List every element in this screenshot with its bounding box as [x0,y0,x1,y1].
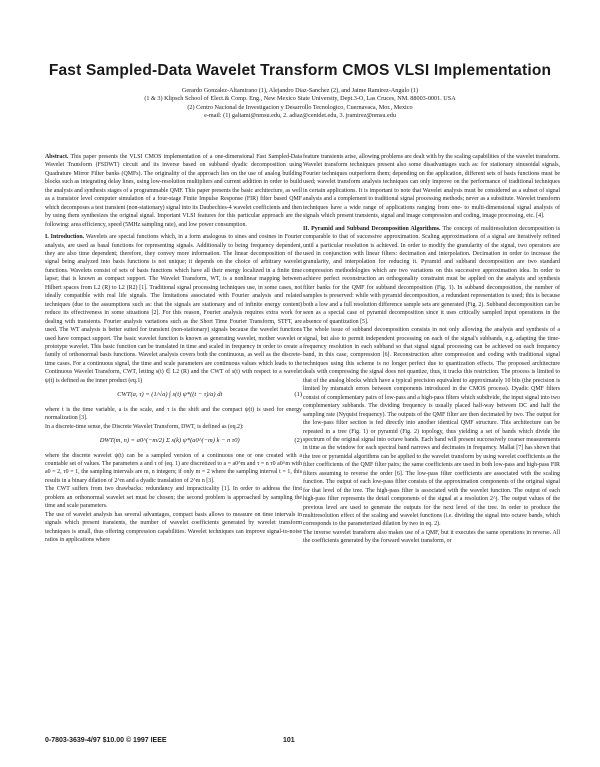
abstract-label: Abstract. [45,154,69,160]
section-2-text-1: The concept of multiresolution decomposition is comparable to that of successive approximation. Scaling approximations of a signal are iteratively refined until a particular resolution is achieved. In order to modify the granularity of the signal, two operators are used in conjunction with linear filters: decimation and interpolation. Decimation in order to increase the granularity, and interpolation for reducing it. Pyramid and subband decomposition are two standard compression methodologies which are two variations on this successive approximation idea. In order to achieve perfect reconstruction an orthogonality constraint must be applied on the analysis and synthesis filter banks for the QMF for subband decomposition (Fig. 1). In subband decomposition, the number of samples is preserved: while with pyramid decomposition, a redundant representation is used; this is because both a low and a full resolution difference sample sets are generated (Fig. 2). Subband decomposition can be seen as a special case of pyramid decomposition since it uses critically sampled input operations in the absence of quantization [5]. [303,225,560,325]
author-block [60,87,540,121]
right-paragraph-1: feature transients arise, allowing problems are dealt with by the scaling capabilities of the wavelet transform. Wavelet transform techniques present also some disadvantages such as: for stationary sinusoidal signals, Fourier techniques outperform them; depending on the application, different sets of basis functions must be used; wavelet transform analysis techniques can only improve on the performance of traditional techniques in certain applications. It is important to note that Wavelet analysis must be considered as a subset of signal analysis and a complement to traditional signal processing methods; never as a substitute. Wavelet transform techniques have a wide range of applications ranging from one- to multi-dimensional signal analysis of signals which present transients, signal and image compression and coding, image processing, etc. [4]. [303,154,560,220]
equation-2 [45,437,302,445]
intro-text-1: Wavelets are special functions which, in a form analogous to sines and cosines in Fourier analysis, are used as basal functions for representing signals. Additionally to being frequency dependent, they are also time dependent; therefore, they convey more information. The linear decomposition of the signal being analyzed into basis functions is not unique; it depends on the choice of arbitrary wavelet functions. Wavelets consist of sets of basis functions which have all their energy localized in a finite time lapse; that is known as compact support. The Wavelet Transform, WT, is a nonlinear mapping between Hilbert spaces from L2 (R) to L2 (R2) [1]. Traditional signal processing techniques use, in some cases, not ideally compatible with real life signals. The limitations associated with Fourier analysis and related techniques (due to the assumptions such as: that the signals are stationary and of infinite energy content) reduce its effectiveness in some situations [2]. For this reason, Fourier analysis requires extra work for dealing with transients. Fourier analysis variations such as the Short Time Fourier Transform, STFT, are used. The WT analysis is better suited for transient (non-stationary) signals because the wavelet functions used have compact support. The basic wavelet function is known as generating wavelet, mother wavelet or prototype wavelet. This basic function can be translated in time and scaled in frequency in order to create a family of orthonormal basis functions. Wavelet analysis covers both the continuous, as well as the discrete-time cases. For a continuous signal, the time and scale parameters are continuous values which leads to the Continuous Wavelet Transform, CWT, letting s(t) ∈ L2 (R) and the CWT of s(t) with respect to a wavelet ψ(t) is defined as the inner product (eq.1) [45,234,302,384]
right-column [303,153,560,546]
equation-1-number: (1) [294,391,302,399]
left-column [45,153,302,544]
author-names: Gerardo Gonzalez-Altamirano (1), Alejandro Diaz-Sanchez (2), and Jaime Ramirez-Angulo (1) [181,87,419,94]
affiliation-1: (1 & 3) Klipsch School of Elect.& Comp. Eng., New Mexico State University, Dept.3-O, Las Cruces, NM. 88003-0001. USA [144,95,456,103]
section-2-heading: II. Pyramid and Subband Decomposition Algorithms. [303,225,441,232]
intro-paragraph-5: The CWT suffers from two drawbacks: redundancy and impracticality [1]. In order to address the first problem an orthonormal wavelet set must be chosen; the second problem is approached by sampling the time and scale parameters. [45,486,302,510]
page-number: 101 [283,737,295,744]
abstract-paragraph [45,153,302,229]
intro-heading: I. Introduction. [45,234,85,241]
section-2-paragraph-1 [303,225,560,326]
intro-paragraph-2: where t is the time variable, a is the scale, and τ is the shift and the compact ψ(t) is used for energy normalization [3]. [45,406,302,422]
affiliation-2: (2) Centro Nacional de Investigacion y Desarrollo Tecnologico, Cuernavaca, Mor., Mexico [187,103,413,111]
copyright-line: 0-7803-3639-4/97 $10.00 © 1997 IEEE [45,737,167,744]
equation-1-body: CWT(a, τ) = (1/√a) ∫ s(t) ψ*((t − τ)/a) dt [117,391,223,399]
intro-paragraph-3: In a discrete-time sense, the Discrete Wavelet Transform, DWT, is defined as (eq.2): [45,423,244,430]
equation-2-number: (2) [294,437,302,445]
intro-paragraph-4: where the discrete wavelet ψ(t) can be a sampled version of a continuous one or one created with a countable set of values. The parameters a and τ of (eq. 1) are discretized to a = a0^m and τ = n τ0 a0^m with a0 = 2, τ0 = 1, the sampling intervals are m, n integers; if only m = 2 where the sampling interval t = 1, this results in a binary dilation of 2^m and a dyadic translation of 2^m n [3]. [45,452,302,484]
equation-1 [45,391,302,399]
equation-2-body: DWT(m, n) = a0^(−m/2) Σ s(k) ψ*(a0^(−m) k − n τ0) [99,437,240,445]
intro-paragraph-1 [45,233,302,385]
section-2-paragraph-2: The whole issue of subband decomposition consists in not only allowing the analysis and synthesis of a signal, but also to permit independent processing on each of the signal's subbands, e.g. adapting the time-frequency resolution in each subband so that signal signal processing can be achieved on each frequency band, in this case, compression [6]. Reconstruction after compression and coding with traditional signal techniques using this scheme is no longer perfect due to quantization effects. The proposed architecture deals with compressing the signal does not quantize, thus, it tracks this restriction. The process is limited to that of the analog blocks which have a typical precision equivalent to approximately 10 bits (the precision is limited by mismatch errors between components introduced in the CMOS process). Dyadic QMF filters consist of complementary pairs of low-pass and a high-pass filters which subdivide, the input signal into two complementary subbands. The dividing frequency is usually placed half-way between DC and half the sampling rate (Nyquist frequency). The outputs of the QMF filter are then decimated by two. The output for the low-pass filter section is fed directly into another identical QMF structure. This architecture can be repeated in a tree (Fig. 1) or pyramid (Fig. 2) topology, thus yielding a set of bands which divide the spectrum of the original signal into octave bands. Each band will present successively coarser measurements in time as the window for each spectral band narrows and decimates in frequency. Mallat [7] has shown that the tree or pyramidal algorithms can be applied to the wavelet transform by using wavelet coefficients as the filter coefficients of the QMF filter pairs; the same coefficients are used in both low-pass and high-pass FIR filters assuming to reverse the order [6]. The low-pass filter coefficients are associated with the scaling function. The output of each low-pass filter consists of the approximation components of the original signal for that level of the tree. The high-pass filter is associated with the wavelet function. The output of each high-pass filter represents the detail components of the signal at a resolution 2^j. The output values of the previous level are used to generate the outputs for the next level of the tree. In order to produce the multiresolution effect of the scaling and wavelet functions (i.e. dividing the signal into octave bands, which corresponds to the parameterized dilation by two in eq. 2). [303,327,560,528]
paper-title: Fast Sampled-Data Wavelet Transform CMOS VLSI Implementation [48,62,552,79]
abstract-text: This paper presents the VLSI CMOS implementation of a one-dimensional Fast Sampled-Data Wavelet Transform (FSDWT) circuit and its inverse based on subband dyadic decomposition using Quadrature Mirror Filter banks (QMFs). The originality of the approach lies on the use of analog building blocks such as integrating delay lines, using low-resolution multipliers and current addition in order to build the analysis and synthesis stages of a programmable QMF. This paper presents the basic architecture, as well as a transistor level computer simulation of a four-stage Finite Impulse Response (FIR) filter based QMF which decomposes a test transient (non-stationary) signal into its Daubechies-4 wavelet coefficients and then by using them synthesizes the original signal. Important VLSI features for this particular approach are the following: area efficiency, speed (5MHz sampling rate), and low power consumption. [45,154,302,228]
section-2-paragraph-3: The inverse wavelet transform also makes use of a QMF, but it executes the same operations in reverse. All the coefficients generated by the forward wavelet transform, or [303,529,560,545]
author-emails: e-mail: (1) galtami@nmsu.edu, 2. adiaz@cenidet.edu, 3. jramirez@nmsu.edu [204,112,396,120]
intro-paragraph-6: The use of wavelet analysis has several advantages, compact basis allows to measure on time intervals in signals which present transients, the number of wavelet coefficients generated by wavelet transform techniques is small, thus offering compression capabilities. Wavelet techniques can improve signal-to-noise ratios in applications where [45,511,302,544]
